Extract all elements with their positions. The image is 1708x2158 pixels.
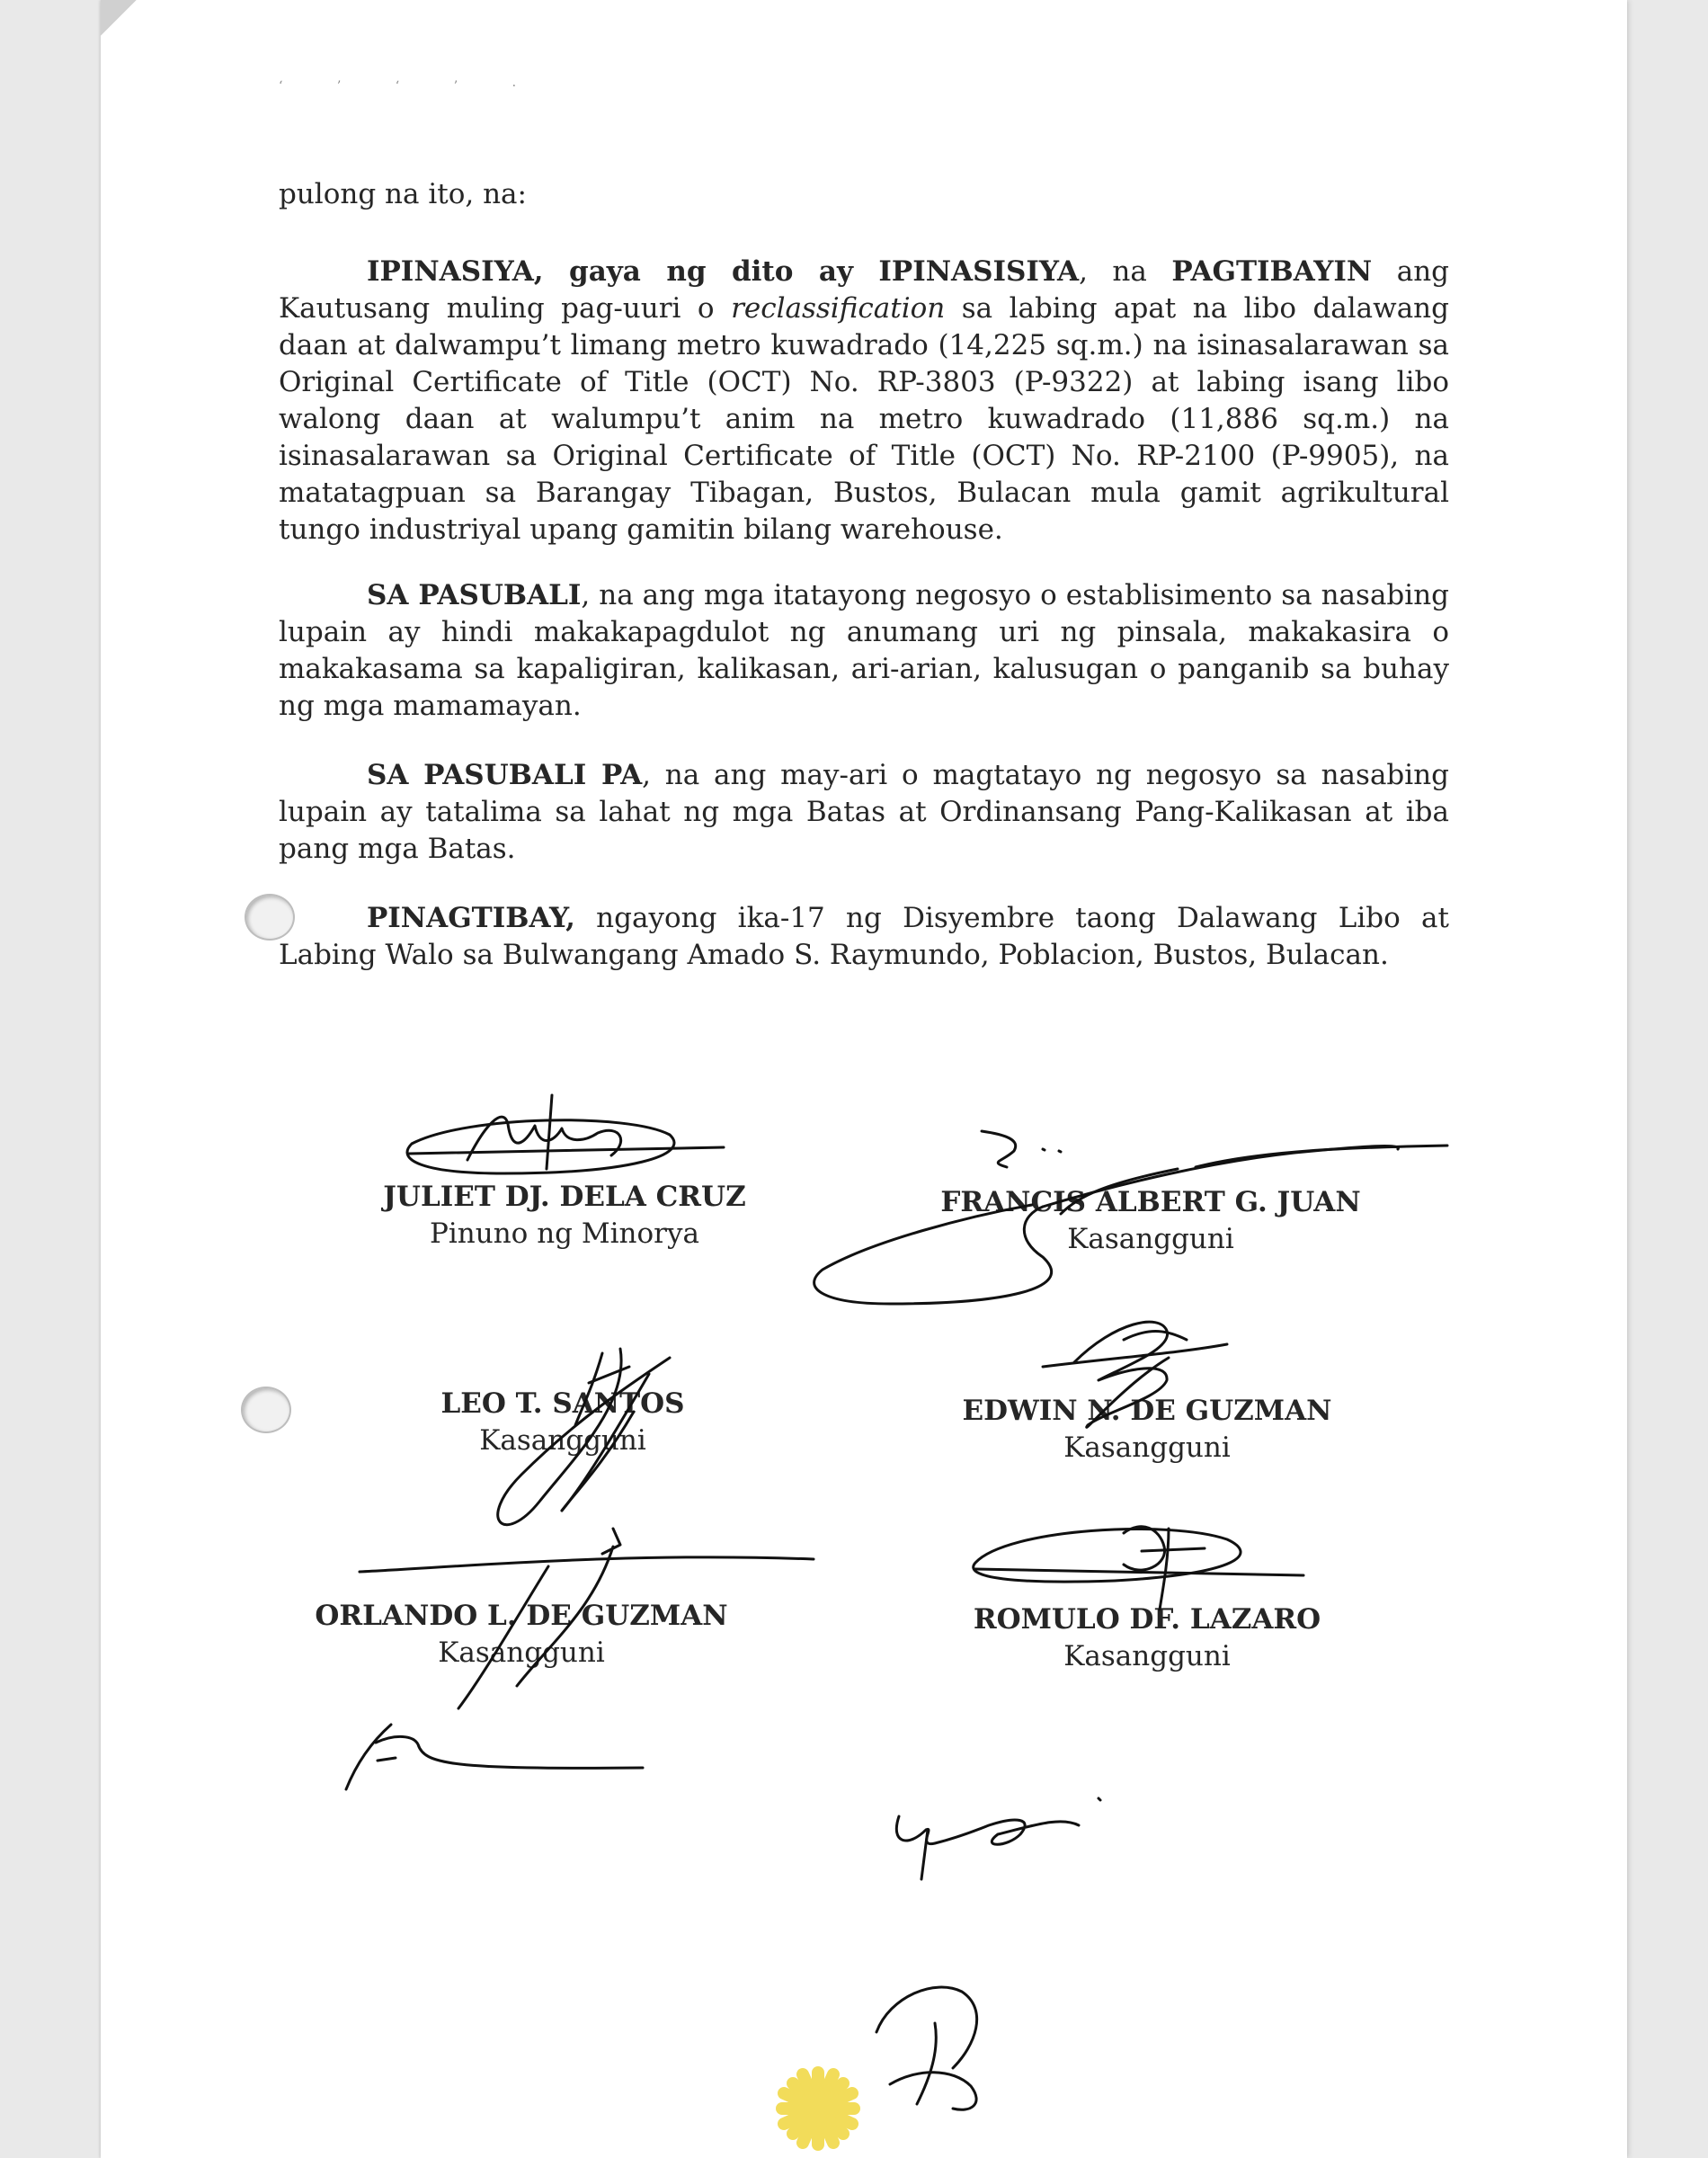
approval-paragraph (279, 900, 1449, 974)
approve-keyword: PAGTIBAYIN (1171, 255, 1373, 288)
signatory-block (311, 1387, 814, 1460)
paragraph-text: ngayong ika-17 ng Disyembre taong Dalawang Libo at Labing Walo sa Bulwangang Amado S. Raymundo, Poblacion, Bustos, Bulacan. (279, 902, 1449, 971)
further-condition-heading: SA PASUBALI PA (367, 759, 643, 791)
signatory-block (895, 1394, 1399, 1467)
signatory-title: Kasangguni (1063, 1431, 1231, 1464)
approval-heading: PINAGTIBAY, (367, 902, 575, 934)
condition-heading: SA PASUBALI (367, 579, 582, 611)
signatory-title: Kasangguni (1067, 1223, 1234, 1255)
resolution-paragraph (279, 254, 1449, 548)
signatory-name: ORLANDO L. DE GUZMAN (315, 1600, 728, 1632)
signatory-name: JULIET DJ. DELA CRUZ (383, 1181, 746, 1213)
signatory-name: LEO T. SANTOS (440, 1387, 685, 1420)
paragraph-text: sa labing apat na libo dalawang daan at dalwampu’t limang metro kuwadrado (14,225 sq.m.) na isinasalarawan sa Original Certificate of Title (OCT) No. RP-3803 (P-9322) at labing isang libo walong daan at walumpu’t anim na metro kuwadrado (11,886 sq.m.) na isinasalarawan sa Original Certificate of Title (OCT) No. RP-2100 (P-9905), na matatagpuan sa Barangay Tibagan, Bustos, Bulacan mula gamit agrikultural tungo industriyal upang gamitin bilang warehouse. (279, 292, 1449, 546)
paragraph-text: , na ang may-ari o magtatayo ng negosyo sa nasabing lupain ay tatalima sa lahat ng mga Batas at Ordinansang Pang-Kalikasan at iba pang mga Batas. (279, 759, 1450, 865)
signatory-title: Kasangguni (479, 1424, 646, 1457)
scan-artifact-marks: ‘ ’ ‘ ’ · (279, 79, 542, 94)
further-condition-paragraph (279, 757, 1449, 868)
signatory-block (313, 1180, 816, 1253)
signatory-name: EDWIN N. DE GUZMAN (962, 1395, 1332, 1427)
signatory-block (899, 1185, 1402, 1259)
signatory-title: Kasangguni (438, 1636, 605, 1669)
paragraph-text: , na (1079, 255, 1172, 288)
signatory-name: FRANCIS ALBERT G. JUAN (940, 1186, 1361, 1218)
signatory-block (270, 1599, 773, 1672)
page-corner-fold (101, 0, 137, 36)
signatory-title: Pinuno ng Minorya (430, 1217, 699, 1250)
punch-hole (241, 1387, 291, 1433)
resolution-heading: IPINASIYA, gaya ng dito ay IPINASISIYA (367, 255, 1080, 288)
lead-line: pulong na ito, na: (279, 178, 527, 210)
signatory-block (895, 1602, 1399, 1676)
condition-paragraph (279, 577, 1449, 725)
paragraph-text: , na ang mga itatayong negosyo o establisimento sa nasabing lupain ay hindi makakapagdulot ng anumang uri ng pinsala, makakasira o makakasama sa kapaligiran, kalikasan, ari-arian, kalusugan o panganib sa buhay ng mga mamamayan. (279, 579, 1449, 722)
italic-term: reclassification (731, 292, 946, 325)
signatory-name: ROMULO DF. LAZARO (973, 1603, 1321, 1636)
paragraph-text: ang Kautusang muling pag-uuri o (279, 255, 1450, 325)
signatory-title: Kasangguni (1063, 1640, 1231, 1672)
